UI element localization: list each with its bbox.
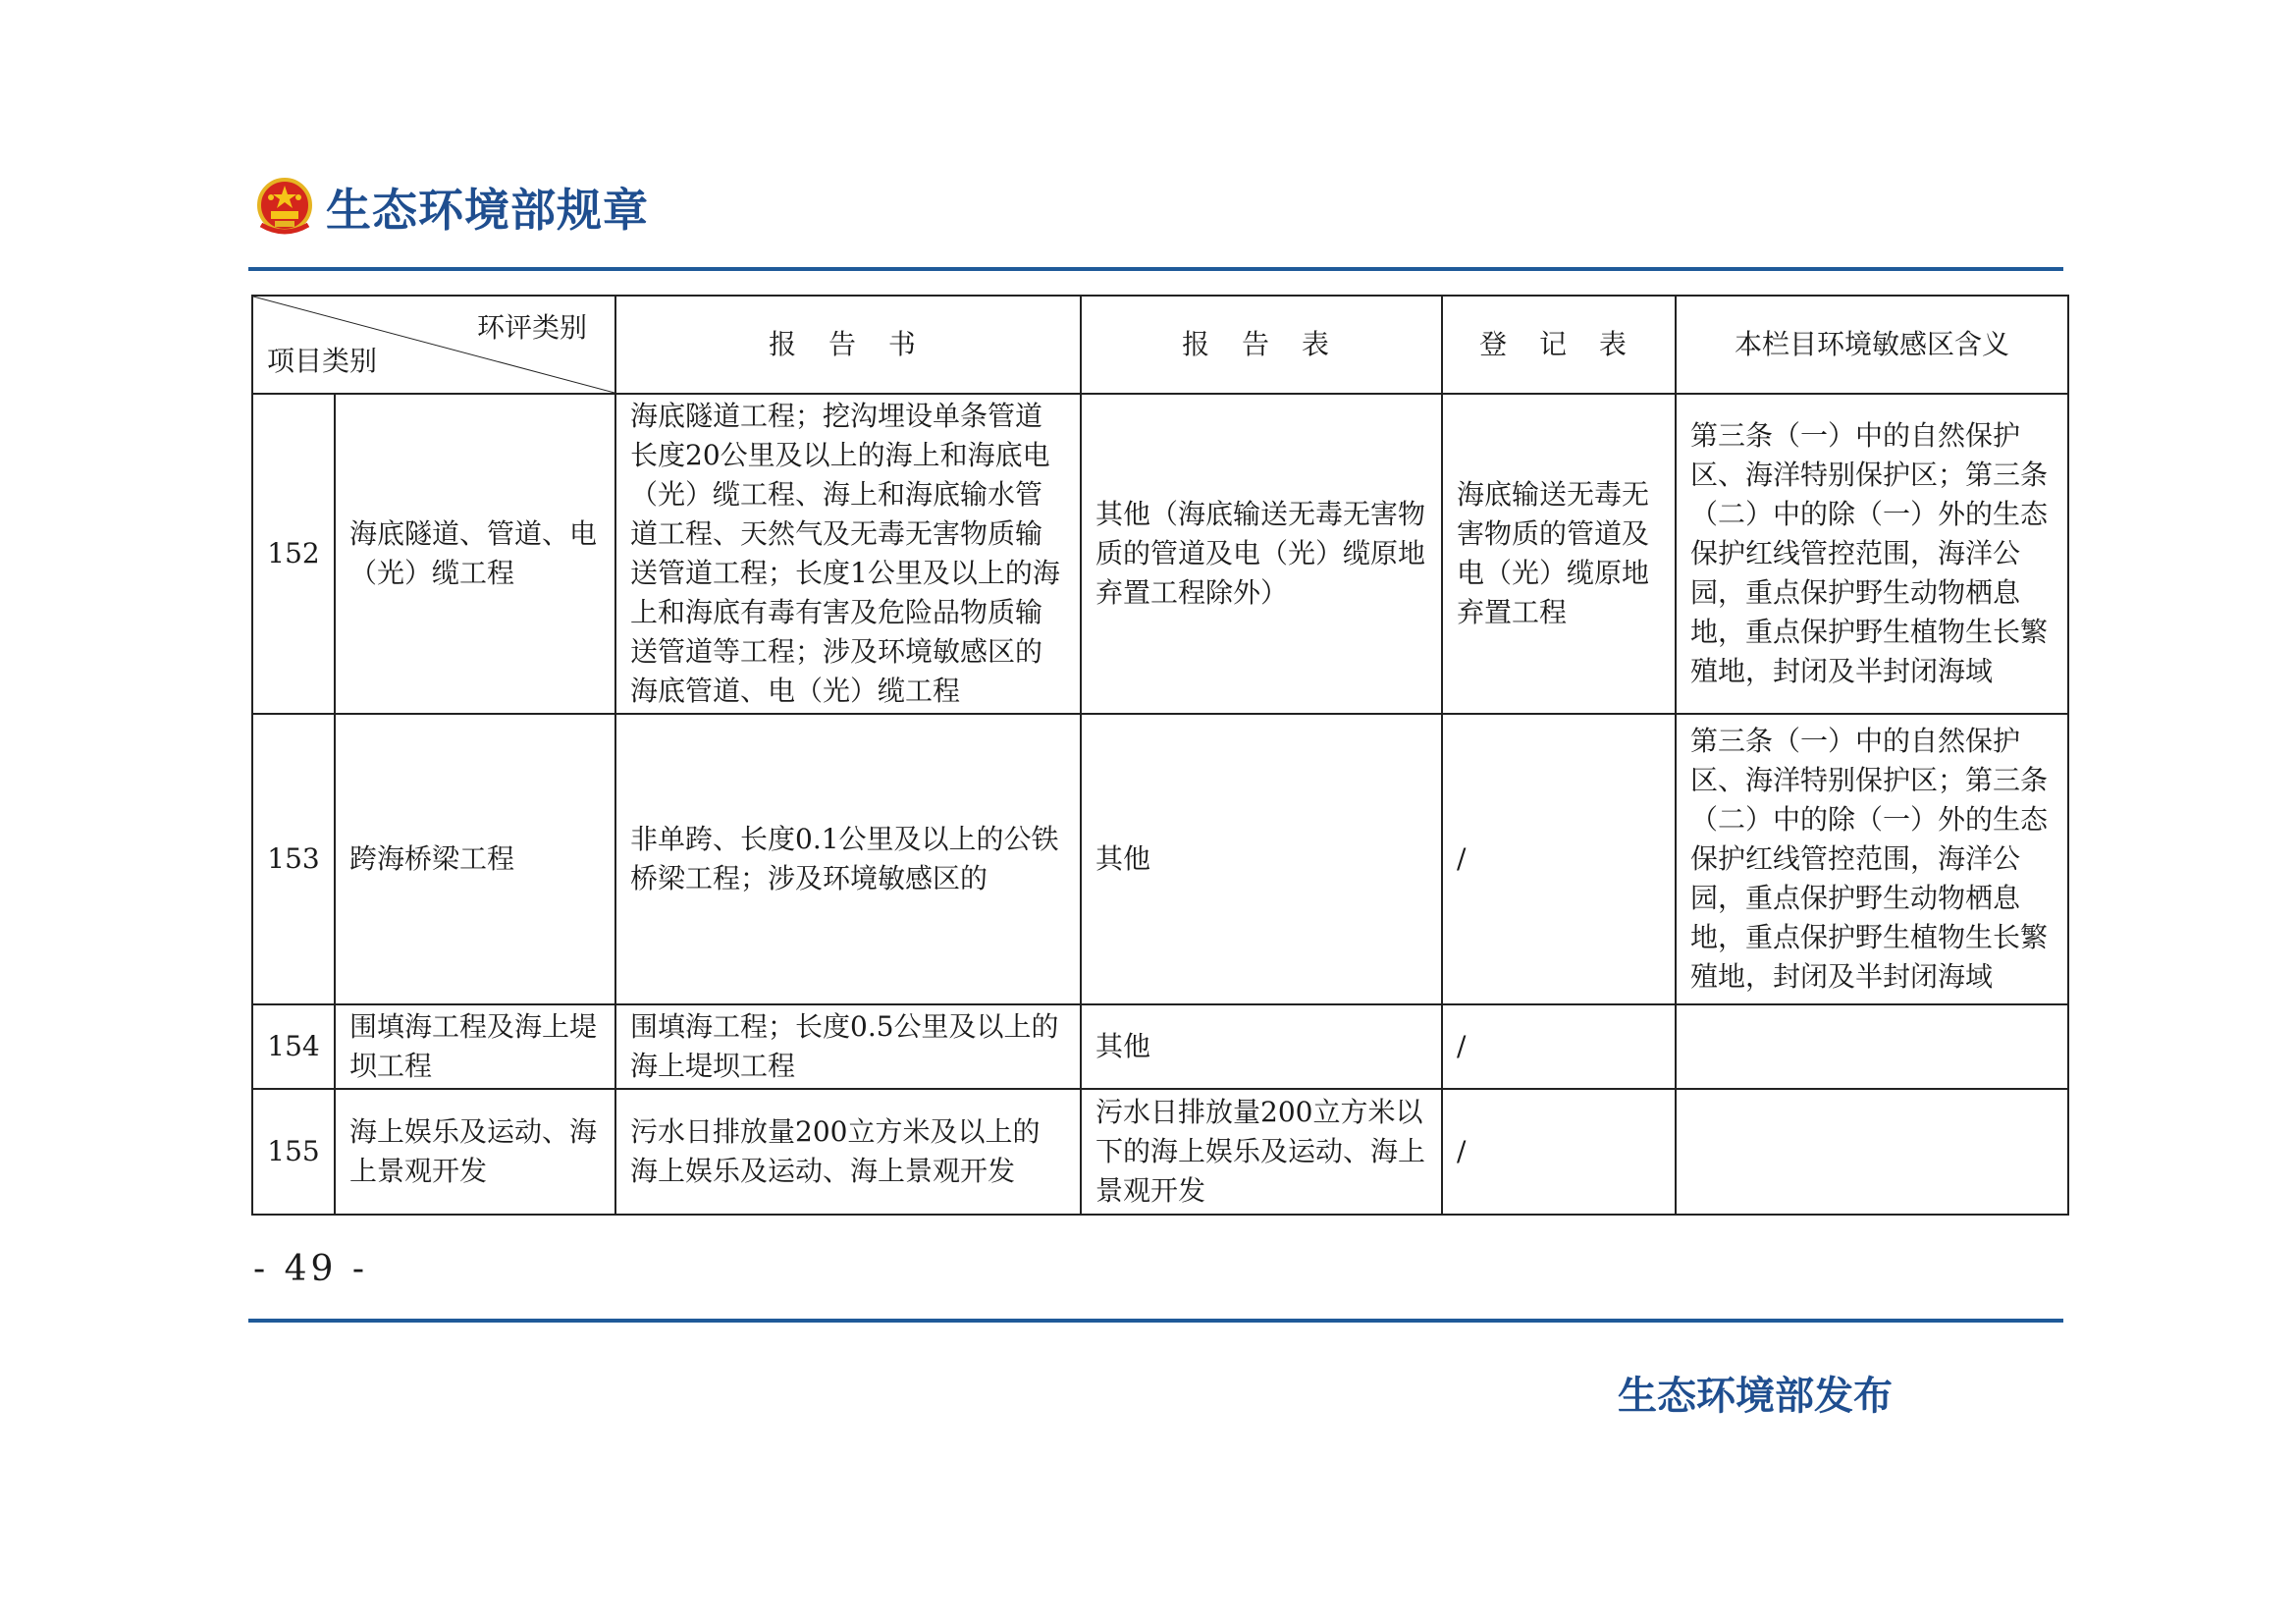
footer-divider	[248, 1319, 2063, 1323]
header-divider	[248, 267, 2063, 271]
sensitive-area-cell: 第三条（一）中的自然保护区、海洋特别保护区；第三条（二）中的除（一）外的生态保护红线管控范围，海洋公园，重点保护野生动物栖息地，重点保护野生植物生长繁殖地，封闭及半封闭海域	[1676, 394, 2068, 714]
header-project-category: 项目类别	[267, 345, 378, 377]
row-number: 153	[252, 714, 335, 1004]
report-form-cell: 其他	[1081, 714, 1442, 1004]
report-book-cell: 海底隧道工程；挖沟埋设单条管道长度20公里及以上的海上和海底电（光）缆工程、海上和海底输水管道工程、天然气及无毒无害物质输送管道工程；长度1公里及以上的海上和海底有毒有害及危险品物质输送管道等工程；涉及环境敏感区的海底管道、电（光）缆工程	[615, 394, 1081, 714]
report-form-cell: 其他（海底输送无毒无害物质的管道及电（光）缆原地弃置工程除外）	[1081, 394, 1442, 714]
header-report-form: 报 告 表	[1081, 296, 1442, 394]
header-eia-category: 环评类别	[476, 311, 587, 344]
row-number: 152	[252, 394, 335, 714]
project-category: 海上娱乐及运动、海上景观开发	[335, 1089, 615, 1215]
project-category: 跨海桥梁工程	[335, 714, 615, 1004]
page-header-title: 生态环境部规章	[326, 184, 649, 237]
header-report-book: 报 告 书	[615, 296, 1081, 394]
project-category: 围填海工程及海上堤坝工程	[335, 1004, 615, 1089]
project-category: 海底隧道、管道、电（光）缆工程	[335, 394, 615, 714]
row-number: 155	[252, 1089, 335, 1215]
header-registration-form: 登 记 表	[1442, 296, 1676, 394]
registration-cell: /	[1442, 1089, 1676, 1215]
publisher-label: 生态环境部发布	[1618, 1374, 1893, 1419]
report-book-cell: 污水日排放量200立方米及以上的海上娱乐及运动、海上景观开发	[615, 1089, 1081, 1215]
table-row	[252, 394, 2068, 714]
registration-cell: 海底输送无毒无害物质的管道及电（光）缆原地弃置工程	[1442, 394, 1676, 714]
header-sensitive-area-meaning: 本栏目环境敏感区含义	[1676, 296, 2068, 394]
page-header	[253, 175, 649, 240]
report-form-cell: 污水日排放量200立方米以下的海上娱乐及运动、海上景观开发	[1081, 1089, 1442, 1215]
report-book-cell: 围填海工程；长度0.5公里及以上的海上堤坝工程	[615, 1004, 1081, 1089]
sensitive-area-cell: 第三条（一）中的自然保护区、海洋特别保护区；第三条（二）中的除（一）外的生态保护红线管控范围，海洋公园，重点保护野生动物栖息地，重点保护野生植物生长繁殖地，封闭及半封闭海域	[1676, 714, 2068, 1004]
row-number: 154	[252, 1004, 335, 1089]
sensitive-area-cell	[1676, 1089, 2068, 1215]
report-book-cell: 非单跨、长度0.1公里及以上的公铁桥梁工程；涉及环境敏感区的	[615, 714, 1081, 1004]
national-emblem-icon	[253, 176, 316, 239]
sensitive-area-cell	[1676, 1004, 2068, 1089]
table-row	[252, 1089, 2068, 1215]
diagonal-header-cell	[252, 296, 615, 394]
report-form-cell: 其他	[1081, 1004, 1442, 1089]
table-row	[252, 714, 2068, 1004]
table-row	[252, 1004, 2068, 1089]
table-header-row	[252, 296, 2068, 394]
registration-cell: /	[1442, 1004, 1676, 1089]
eia-classification-table	[251, 295, 2069, 1216]
registration-cell: /	[1442, 714, 1676, 1004]
page-number: - 49 -	[253, 1249, 369, 1289]
